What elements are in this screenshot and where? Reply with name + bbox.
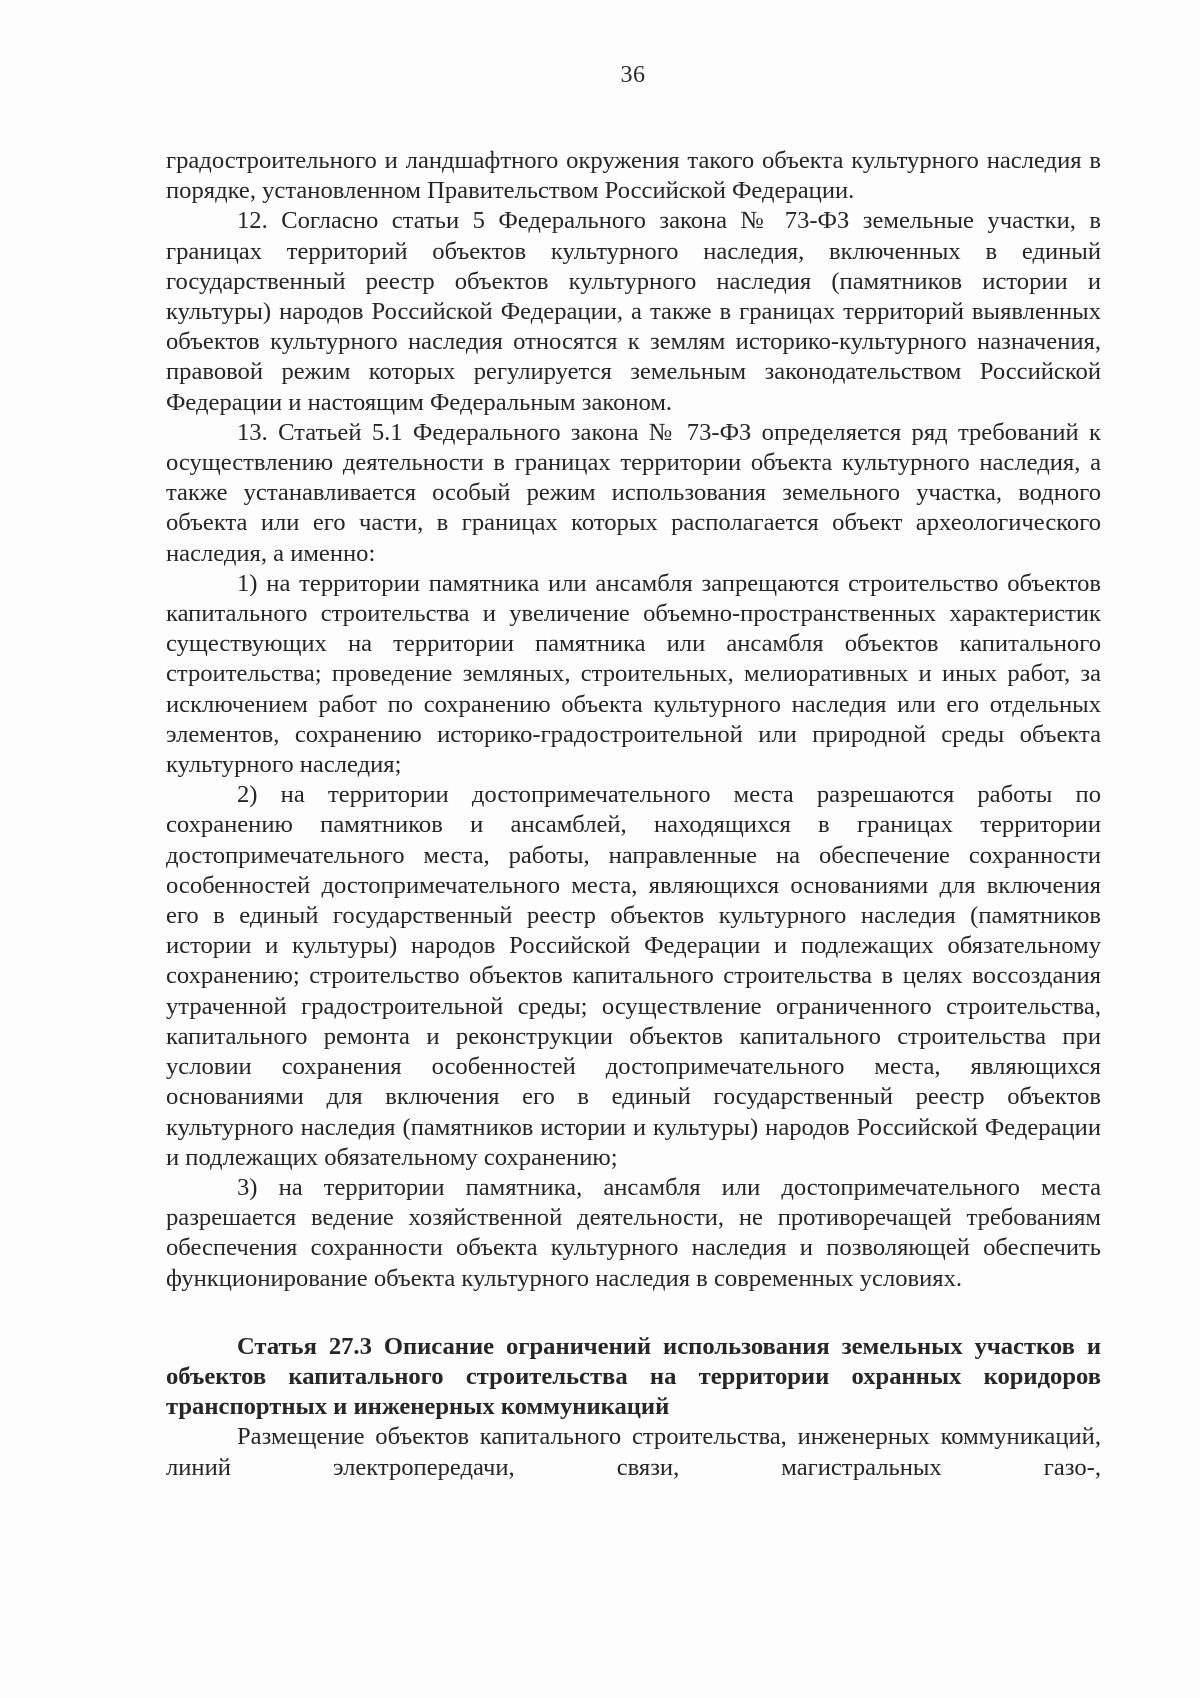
list-item-2: 2) на территории достопримечательного места разрешаются работы по сохранению памятников и ансамблей, находящихся в границах территории достопримечательного места, работы, направленные на обеспечение сохранности особенностей достопримечательного места, являющихся основаниями для включения его в единый государственный реестр объектов культурного наследия (памятников истории и культуры) народов Российской Федерации и подлежащих обязательному сохранению; строительство объектов капитального строительства в целях воссоздания утраченной градостроительной среды; осуществление ограниченного строительства, капитального ремонта и реконструкции объектов капитального строительства при условии сохранения особенностей достопримечательного места, являющихся основаниями для включения его в единый государственный реестр объектов культурного наследия (памятников истории и культуры) народов Российской Федерации и подлежащих обязательному сохранению; xyxy=(166,781,1101,1171)
article-heading: Статья 27.3 Описание ограничений использования земельных участков и объектов капитального строительства на территории охранных коридоров транспортных и инженерных коммуникаций xyxy=(166,1332,1101,1421)
paragraph-item-12: 12. Согласно статьи 5 Федерального закона № 73-ФЗ земельные участки, в границах территорий объектов культурного наследия, включенных в единый государственный реестр объектов культурного наследия (памятников истории и культуры) народов Российской Федерации, а также в границах территорий выявленных объектов культурного наследия относятся к землям историко-культурного назначения, правовой режим которых регулируется земельным законодательством Российской Федерации и настоящим Федеральным законом. xyxy=(166,207,1101,416)
list-item-3: 3) на территории памятника, ансамбля или достопримечательного места разрешается ведение хозяйственной деятельности, не противоречащей требованиям обеспечения сохранности объекта культурного наследия и позволяющей обеспечить функционирование объекта культурного наследия в современных условиях. xyxy=(166,1173,1101,1292)
article-paragraph: Размещение объектов капитального строительства, инженерных коммуникаций, линий электропередачи, связи, магистральных газо-, xyxy=(166,1423,1101,1481)
list-item-1: 1) на территории памятника или ансамбля запрещаются строительство объектов капитального строительства и увеличение объемно-пространственных характеристик существующих на территории памятника или ансамбля объектов капитального строительства; проведение земляных, строительных, мелиоративных и иных работ, за исключением работ по сохранению объекта культурного наследия или его отдельных элементов, сохранению историко-градостроительной или природной среды объекта культурного наследия; xyxy=(166,569,1101,779)
document-body xyxy=(166,146,1101,1483)
paragraph-item-13: 13. Статьей 5.1 Федерального закона № 73-ФЗ определяется ряд требований к осуществлению деятельности в границах территории объекта культурного наследия, а также устанавливается особый режим использования земельного участка, водного объекта или его части, в границах которых располагается объект археологического наследия, а именно: xyxy=(166,418,1101,567)
page-number: 36 xyxy=(620,62,646,88)
paragraph-continuation: градостроительного и ландшафтного окружения такого объекта культурного наследия в порядке, установленном Правительством Российской Федерации. xyxy=(166,147,1101,205)
